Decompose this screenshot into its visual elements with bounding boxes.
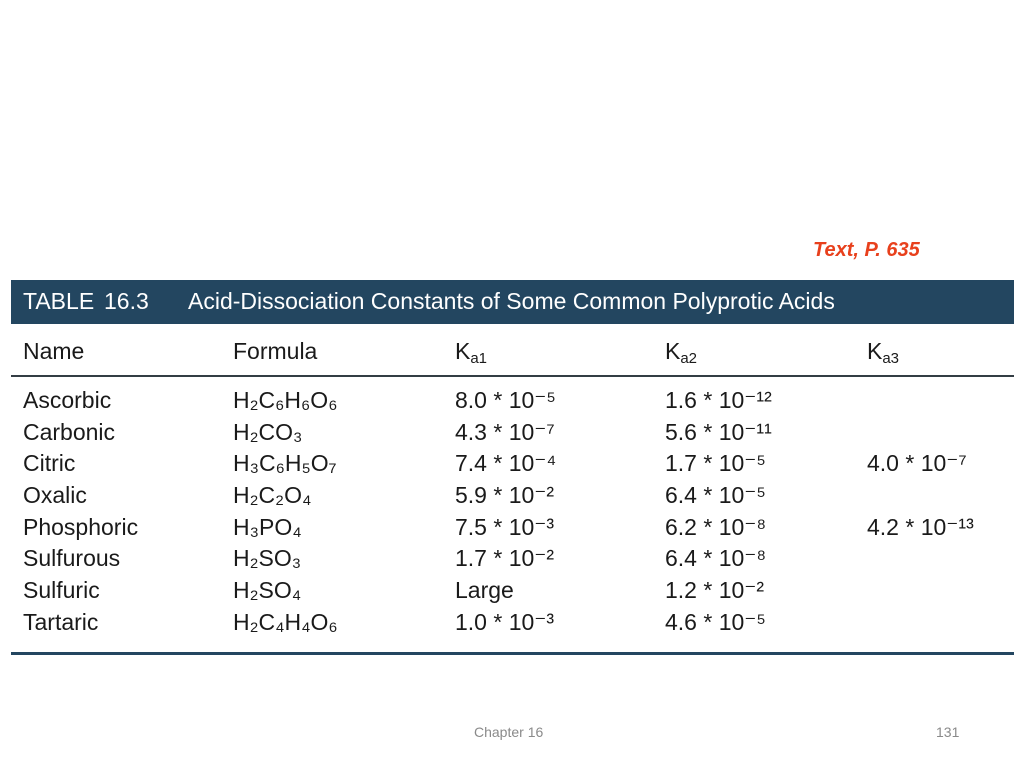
table-row (0, 448, 1024, 480)
ka1-value: 7.4 * 10⁻⁴ (455, 450, 557, 477)
ka2-value: 5.6 * 10⁻¹¹ (665, 418, 772, 445)
ka2-value: 1.7 * 10⁻⁵ (665, 450, 766, 477)
ka2-value: 1.2 * 10⁻² (665, 577, 765, 604)
acid-name: Oxalic (23, 482, 87, 509)
column-header-formula: Formula (233, 338, 318, 364)
ka1-value: 7.5 * 10⁻³ (455, 513, 555, 540)
table-title: Acid-Dissociation Constants of Some Common Polyprotic Acids (188, 288, 835, 314)
acid-name: Citric (23, 450, 76, 477)
acid-formula: H₃C₆H₅O₇ (233, 450, 337, 477)
acid-name: Sulfurous (23, 545, 121, 572)
acid-formula: H₂CO₃ (233, 418, 303, 445)
ka1-value: Large (455, 577, 514, 604)
acid-formula: H₂SO₃ (233, 545, 302, 572)
footer-page-number: 131 (936, 724, 960, 740)
table-number: 16.3 (104, 288, 149, 314)
table-row (0, 480, 1024, 512)
ka2-value: 1.6 * 10⁻¹² (665, 387, 772, 413)
table-row (0, 543, 1024, 575)
acid-formula: H₂C₂O₄ (233, 482, 312, 509)
table-row (0, 607, 1024, 639)
table-row (0, 385, 1024, 417)
footer-chapter: Chapter 16 (474, 724, 544, 740)
table-label: TABLE (23, 288, 95, 314)
ka2-value: 6.2 * 10⁻⁸ (665, 513, 767, 540)
ka1-value: 1.0 * 10⁻³ (455, 608, 555, 635)
table-row (0, 512, 1024, 544)
ka1-value: 4.3 * 10⁻⁷ (455, 418, 555, 445)
acid-name: Carbonic (23, 418, 116, 445)
text-reference: Text, P. 635 (813, 239, 920, 261)
acid-formula: H₃PO₄ (233, 513, 302, 540)
table-row (0, 575, 1024, 607)
ka3-value: 4.0 * 10⁻⁷ (867, 450, 967, 477)
table-header-bar (11, 280, 1014, 324)
column-header-name: Name (23, 338, 85, 364)
table-row (0, 417, 1024, 449)
column-header-ka2: $K_{a2}$ (665, 338, 698, 367)
ka2-value: 6.4 * 10⁻⁸ (665, 545, 767, 572)
header-divider (11, 375, 1014, 377)
table-bottom-rule (11, 652, 1014, 655)
acid-formula: H₂SO₄ (233, 577, 302, 604)
ka2-value: 6.4 * 10⁻⁵ (665, 482, 766, 509)
acid-formula: H₂C₄H₄O₆ (233, 608, 338, 635)
table-body (0, 385, 1024, 639)
acid-name: Ascorbic (23, 387, 112, 413)
column-header-ka1: $K_{a1}$ (455, 338, 488, 367)
acid-name: Sulfuric (23, 577, 100, 604)
ka2-value: 4.6 * 10⁻⁵ (665, 608, 766, 635)
ka3-value: 4.2 * 10⁻¹³ (867, 513, 974, 540)
acid-formula: H₂C₆H₆O₆ (233, 387, 338, 413)
ka1-value: 8.0 * 10⁻⁵ (455, 387, 556, 413)
ka1-value: 1.7 * 10⁻² (455, 545, 555, 572)
column-header-ka3: $K_{a3}$ (867, 338, 900, 367)
ka1-value: 5.9 * 10⁻² (455, 482, 555, 509)
acid-name: Tartaric (23, 608, 99, 635)
acid-name: Phosphoric (23, 513, 139, 540)
